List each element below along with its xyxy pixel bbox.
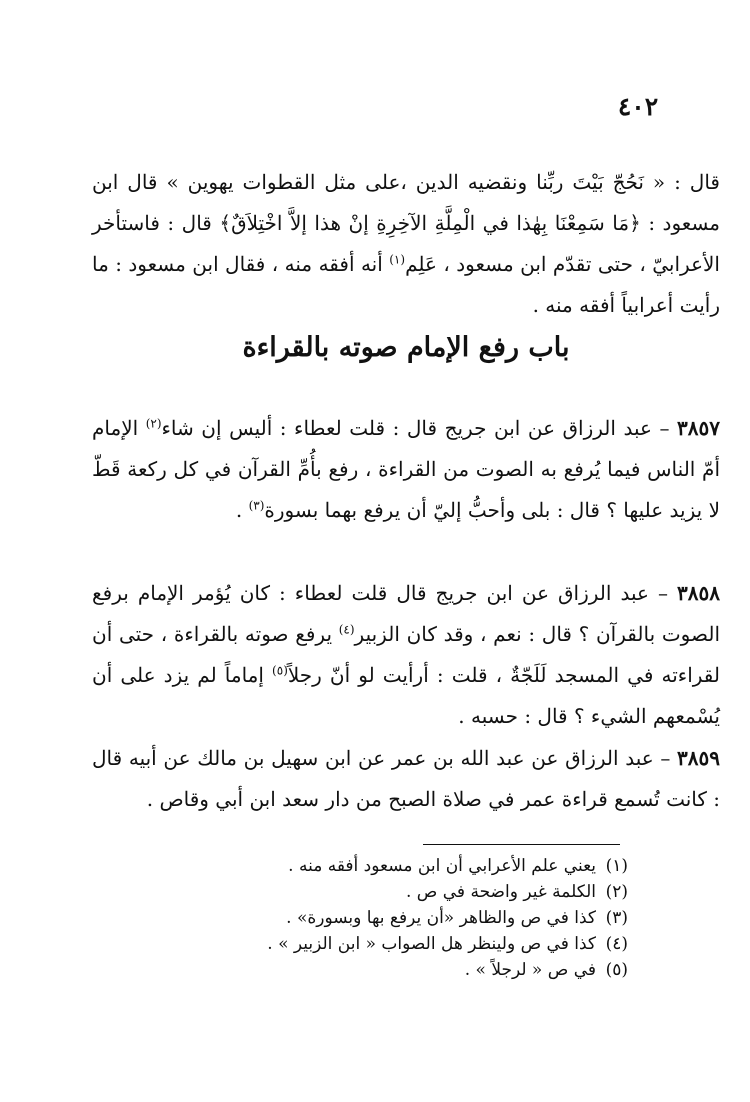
footnote-ref: (٣) [248,498,265,513]
page-number: ٤٠٢ [617,92,659,121]
hadith-text: – عبد الرزاق عن عبد الله بن عمر عن ابن سهيل بن مالك عن أبيه قال : كانت تُسمع قراءة عمر في صلاة الصبح من دار سعد ابن أبي وقاص . [92,746,720,811]
footnote-number: (٢) [605,882,628,902]
footnote-item [92,957,628,983]
hadith-3857 [92,408,720,531]
footnotes [92,853,628,983]
footnote-text: كذا في ص والظاهر «أن يرفع بها وبسورة» . [286,908,596,928]
footnote-item [92,905,628,931]
footnote-text: كذا في ص ولينظر هل الصواب « ابن الزبير » . [267,934,596,954]
footnote-item [92,931,628,957]
hadith-number: ٣٨٥٩ [677,746,720,770]
footnote-ref: (٤) [338,622,355,637]
hadith-text: الإمام أمّ الناس فيما يُرفع به الصوت من القراءة ، رفع بأُمِّ القرآن في كل ركعة قَطّ لا يزيد عليها ؟ قال : بلى وأحبُّ إليّ أن يرفع بهما بسورة [92,416,720,522]
hadith-number: ٣٨٥٨ [677,581,720,605]
hadith-3859 [92,738,720,820]
footnote-text: في ص « لرجلاً » . [464,960,596,980]
hadith-text: . [235,498,249,522]
footnote-ref: (٥) [272,663,288,678]
hadith-number: ٣٨٥٧ [677,416,720,440]
footnote-divider [423,844,620,845]
hadith-text: – عبد الرزاق عن ابن جريج قال قلت لعطاء : كان يُؤمر الإمام برفع الصوت بالقرآن ؟ قال : نعم ، وقد كان الزبير [92,581,720,646]
footnote-text: يعني علم الأعرابي أن ابن مسعود أفقه منه . [288,856,596,876]
hadith-text: – عبد الرزاق عن ابن جريج قال : قلت لعطاء : أليس إن شاء [161,416,678,440]
footnote-item [92,853,628,879]
footnote-number: (٣) [605,908,628,928]
footnote-number: (٤) [605,934,628,954]
footnote-ref: (٢) [145,416,162,431]
footnote-item [92,879,628,905]
footnote-text: الكلمة غير واضحة في ص . [406,882,596,902]
hadith-text: يرفع صوته بالقراءة ، حتى أن لقراءته في المسجد لَلَجّةٌ ، قلت : أرأيت لو أنّ رجلاً [92,622,720,687]
intro-text: قال : « نَحُجّ بَيْتَ ربِّنا ونقضيه الدين ،على مثل القطوات يهوين » قال ابن مسعود : ﴿مَا سَمِعْنَا بِهٰذا في الْمِلَّةِ الآخِرِةِ إنْ هذا إلاَّ اخْتِلاَقٌ﴾ قال : فاستأخر الأعرابيّ ، حتى تقدّم ابن مسعود ، عَلِم [92,170,720,276]
hadith-3858 [92,573,720,737]
section-heading: باب رفع الإمام صوته بالقراءة [242,332,570,363]
footnote-ref: (١) [389,252,406,267]
intro-text-continued: أنه أفقه منه ، فقال ابن مسعود : ما رأيت أعرابياً أفقه منه . [92,252,720,317]
footnote-number: (٥) [605,960,628,980]
hadith-text: إماماً لم يزد على أن يُسْمعهم الشيء ؟ قال : حسبه . [92,663,720,728]
intro-paragraph [92,162,720,326]
footnote-number: (١) [605,856,628,876]
